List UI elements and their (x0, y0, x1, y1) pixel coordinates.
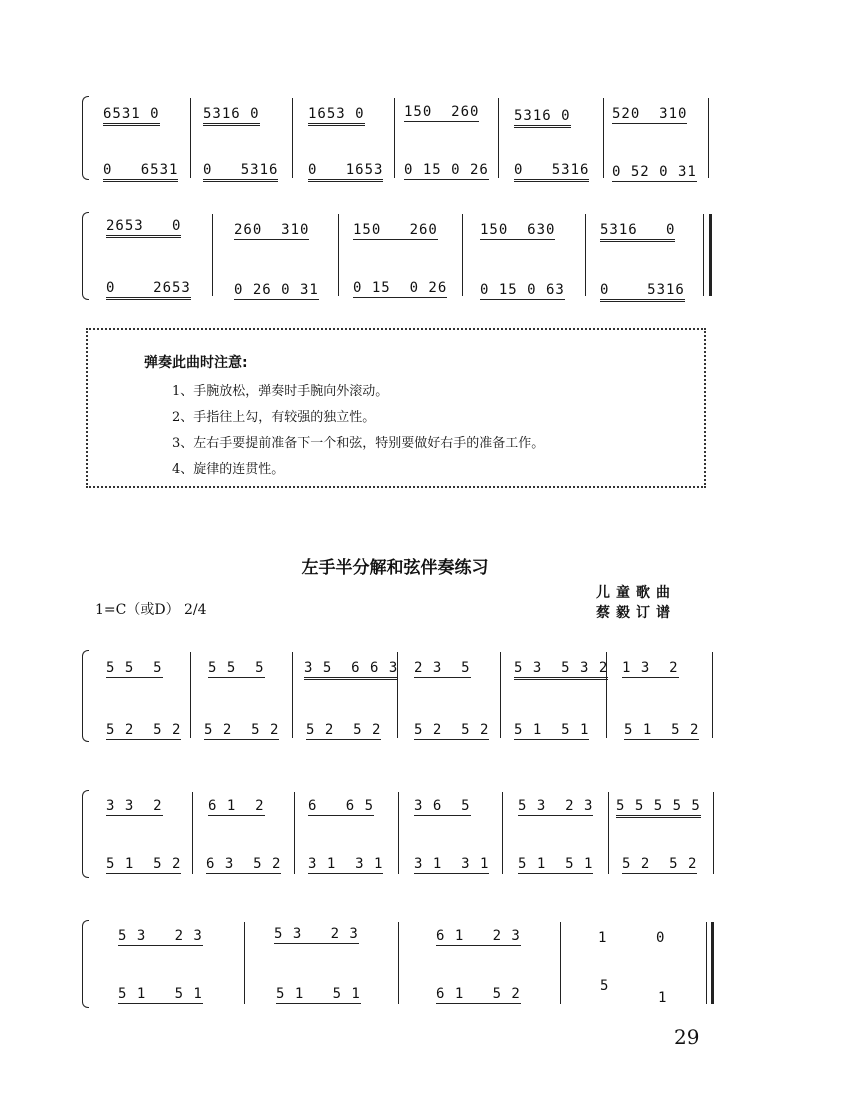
upper-measure: 5 3 2 3 (118, 928, 203, 944)
upper-measure: 6 1 2 3 (436, 928, 521, 944)
lower-measure: 6 3 5 2 (206, 856, 282, 872)
lower-measure: 0 1653 (308, 162, 383, 182)
lower-measure: 0 5316 (203, 162, 278, 182)
lower-measure: 5 (600, 978, 610, 994)
upper-measure: 150 260 (353, 222, 438, 238)
upper-measure: 1 (598, 930, 608, 946)
upper-measure: 5 5 5 5 5 (616, 798, 701, 818)
barline (292, 98, 293, 178)
key-signature: 1=C（或D） 2/4 (95, 602, 207, 618)
system-brace (82, 920, 89, 1008)
barline (706, 922, 707, 1004)
system-brace (82, 96, 89, 180)
barline (398, 922, 399, 1004)
upper-measure: 2 3 5 (414, 660, 471, 676)
upper-measure: 6 1 2 (208, 798, 265, 814)
barline (398, 792, 399, 874)
barline (294, 792, 295, 874)
barline (462, 214, 463, 296)
lower-measure: 6 1 5 2 (436, 986, 521, 1002)
notes-item: 1、手腕放松，弹奏时手腕向外滚动。 (172, 384, 389, 399)
barline (190, 652, 191, 738)
lower-measure: 5 1 5 1 (118, 986, 203, 1002)
system-brace (82, 212, 89, 300)
lower-measure: 0 15 0 26 (404, 162, 489, 178)
upper-measure: 3 5 6 6 3 (304, 660, 398, 680)
system-brace (82, 790, 89, 878)
song-credit-arranger: 蔡毅订谱 (596, 605, 676, 621)
upper-measure: 5 5 5 (208, 660, 265, 676)
barline (603, 98, 604, 178)
barline (498, 98, 499, 178)
lower-measure: 0 52 0 31 (612, 164, 697, 180)
barline (712, 652, 713, 738)
lower-measure: 0 5316 (514, 162, 589, 182)
lower-measure: 3 1 3 1 (414, 856, 490, 872)
upper-measure: 5 5 5 (106, 660, 163, 676)
notes-item: 3、左右手要提前准备下一个和弦，特别要做好右手的准备工作。 (172, 436, 545, 451)
lower-measure: 5 1 5 1 (514, 722, 590, 738)
barline (212, 214, 213, 296)
barline (394, 98, 395, 178)
barline (713, 792, 714, 874)
lower-measure: 3 1 3 1 (308, 856, 384, 872)
upper-measure: 5 3 2 3 (518, 798, 594, 814)
lower-measure: 5 1 5 1 (518, 856, 594, 872)
notes-item: 2、手指往上勾，有较强的独立性。 (172, 410, 376, 425)
lower-measure: 5 2 5 2 (306, 722, 382, 738)
upper-measure: 5316 0 (203, 106, 260, 126)
lower-measure: 5 2 5 2 (106, 722, 182, 738)
system-brace (82, 650, 89, 742)
notes-title: 弹奏此曲时注意: (144, 355, 248, 371)
notes-item: 4、旋律的连贯性。 (172, 462, 285, 477)
barline (560, 922, 561, 1004)
upper-measure: 6 6 5 (308, 798, 375, 814)
upper-measure: 0 (656, 930, 666, 946)
barline (192, 792, 193, 874)
upper-measure: 6531 0 (103, 106, 160, 126)
barline (190, 98, 191, 178)
lower-measure: 5 2 5 2 (622, 856, 698, 872)
upper-measure: 1 3 2 (622, 660, 679, 676)
barline (703, 214, 704, 296)
barline (585, 214, 586, 296)
barline (500, 652, 501, 738)
upper-measure: 520 310 (612, 106, 688, 122)
upper-measure: 150 260 (404, 104, 480, 120)
lower-measure: 5 1 5 1 (276, 986, 361, 1002)
barline (708, 98, 709, 178)
lower-measure: 0 15 0 63 (480, 282, 565, 298)
upper-measure: 5316 0 (514, 108, 571, 128)
lower-measure: 0 2653 (106, 280, 191, 300)
lower-measure: 0 26 0 31 (234, 282, 319, 298)
final-barline (711, 922, 714, 1004)
upper-measure: 5316 0 (600, 222, 675, 242)
lower-measure: 0 15 0 26 (353, 280, 448, 296)
page-number: 29 (674, 1025, 700, 1049)
lower-measure: 0 5316 (600, 282, 685, 302)
playing-notes-box (86, 328, 706, 488)
barline (608, 792, 609, 874)
upper-measure: 5 3 2 3 (274, 926, 359, 942)
lower-measure: 5 2 5 2 (414, 722, 490, 738)
upper-measure: 2653 0 (106, 218, 181, 238)
song-credit-genre: 儿童歌曲 (596, 585, 676, 601)
upper-measure: 1653 0 (308, 106, 365, 126)
lower-measure: 5 1 5 2 (106, 856, 182, 872)
barline (292, 652, 293, 738)
barline (338, 214, 339, 296)
upper-measure: 150 630 (480, 222, 556, 238)
final-barline (709, 214, 712, 296)
lower-measure: 5 1 5 2 (624, 722, 700, 738)
barline (502, 792, 503, 874)
lower-measure: 1 (658, 990, 668, 1006)
barline (244, 922, 245, 1004)
upper-measure: 5 3 5 3 2 (514, 660, 608, 680)
lower-measure: 0 6531 (103, 162, 178, 182)
upper-measure: 3 3 2 (106, 798, 163, 814)
upper-measure: 3 6 5 (414, 798, 471, 814)
upper-measure: 260 310 (234, 222, 310, 238)
lower-measure: 5 2 5 2 (204, 722, 280, 738)
song-title: 左手半分解和弦伴奏练习 (301, 558, 489, 578)
